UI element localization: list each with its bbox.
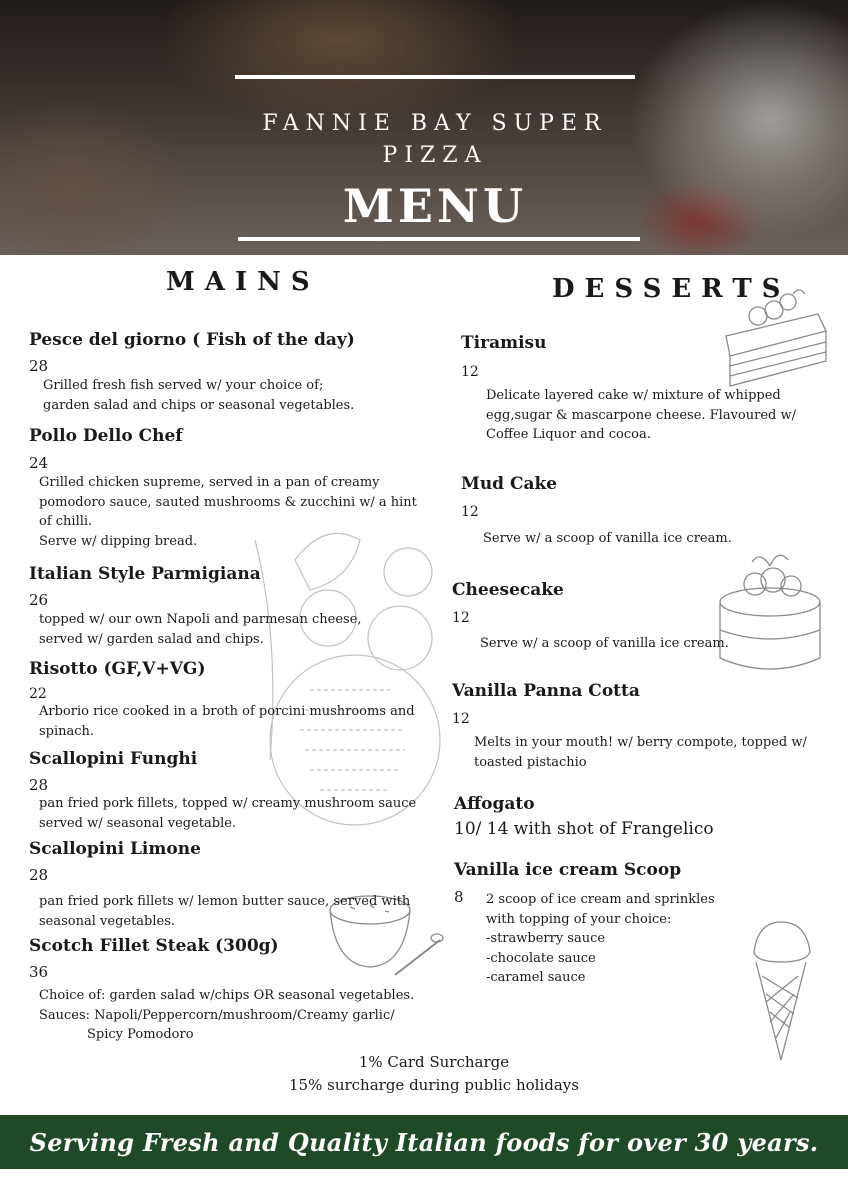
item-description: Delicate layered cake w/ mixture of whipped egg,sugar & mascarpone cheese. Flavoured w/ Coffee Liquor and cocoa. — [486, 388, 796, 442]
item-description: Arborio rice cooked in a broth of porcini mushrooms and spinach. — [39, 704, 415, 739]
item-price: 8 — [454, 888, 464, 906]
item-name: Italian Style Parmigiana — [29, 564, 261, 584]
item-name: Affogato — [454, 794, 535, 814]
mains-heading: MAINS — [166, 267, 320, 297]
item-price: 12 — [452, 711, 470, 727]
ice-cream-cone-icon — [748, 918, 814, 1063]
item-description: Choice of: garden salad w/chips OR seasonal vegetables. Sauces: Napoli/Peppercorn/mushroom/Creamy garlic/ Spicy Pomodoro — [39, 988, 415, 1042]
desserts-item — [454, 793, 824, 839]
item-price: 28 — [29, 776, 49, 794]
restaurant-name: FANNIE BAY SUPER PIZZA — [262, 111, 608, 168]
mains-item — [29, 658, 449, 741]
item-name: Pesce del giorno ( Fish of the day) — [29, 330, 355, 350]
item-description: pan fried pork fillets w/ lemon butter sauce, served with seasonal vegetables. — [39, 894, 411, 929]
item-description: pan fried pork fillets, topped w/ creamy mushroom sauce served w/ seasonal vegetable. — [39, 796, 417, 831]
item-description: Melts in your mouth! w/ berry compote, topped w/ toasted pistachio — [474, 735, 807, 770]
item-price: 12 — [452, 610, 470, 626]
hero-bottom-rule — [238, 237, 640, 241]
hero-banner — [0, 0, 848, 255]
item-name: Cheesecake — [452, 580, 564, 600]
item-price: 28 — [29, 866, 49, 884]
item-description: Grilled fresh fish served w/ your choice of; garden salad and chips or seasonal vegetables. — [43, 378, 355, 413]
item-name: Vanilla ice cream Scoop — [454, 860, 682, 880]
item-name: Tiramisu — [461, 333, 547, 353]
mains-item — [29, 563, 449, 649]
menu-title: MENU — [342, 179, 528, 233]
mains-item — [29, 425, 449, 551]
item-price: 22 — [29, 686, 47, 702]
item-price: 12 — [461, 364, 479, 380]
item-name: Vanilla Panna Cotta — [452, 681, 640, 701]
desserts-item — [461, 332, 821, 445]
item-body — [454, 887, 754, 988]
hero-top-rule — [235, 75, 635, 79]
mains-item — [29, 748, 449, 833]
desserts-item — [452, 680, 822, 772]
item-name: Scallopini Limone — [29, 839, 201, 859]
item-name: Pollo Dello Chef — [29, 426, 183, 446]
holiday-surcharge-note: 15% surcharge during public holidays — [289, 1076, 579, 1094]
mains-item — [29, 329, 429, 415]
item-price: 12 — [461, 504, 479, 520]
footer-tagline: Serving Fresh and Quality Italian foods for over 30 years. — [29, 1127, 819, 1157]
surcharge-notes — [0, 1051, 848, 1097]
item-price: 10/ 14 with shot of Frangelico — [454, 819, 714, 839]
item-description: Serve w/ a scoop of vanilla ice cream. — [483, 531, 732, 546]
card-surcharge-note: 1% Card Surcharge — [358, 1053, 510, 1071]
item-description: Grilled chicken supreme, served in a pan of creamy pomodoro sauce, sauted mushrooms & zucchini w/ a hint of chilli. Serve w/ dipping bread. — [39, 475, 417, 549]
item-price: 28 — [29, 357, 49, 375]
item-name: Scotch Fillet Steak (300g) — [29, 936, 279, 956]
item-description: Serve w/ a scoop of vanilla ice cream. — [480, 636, 729, 651]
footer-banner — [0, 1115, 848, 1169]
item-description: 2 scoop of ice cream and sprinkles with topping of your choice: -strawberry sauce -chocolate sauce -caramel sauce — [486, 892, 715, 985]
desserts-item — [461, 473, 821, 549]
desserts-item — [452, 579, 812, 654]
item-name: Mud Cake — [461, 474, 558, 494]
mains-item — [29, 935, 449, 1045]
item-price: 36 — [29, 963, 49, 981]
item-price: 26 — [29, 591, 49, 609]
mains-item — [29, 838, 449, 931]
desserts-heading: DESSERTS — [552, 274, 791, 304]
desserts-item — [454, 859, 754, 988]
item-description: topped w/ our own Napoli and parmesan cheese, served w/ garden salad and chips. — [39, 612, 362, 647]
item-price: 24 — [29, 454, 49, 472]
item-name: Risotto (GF,V+VG) — [29, 659, 206, 679]
item-name: Scallopini Funghi — [29, 749, 198, 769]
